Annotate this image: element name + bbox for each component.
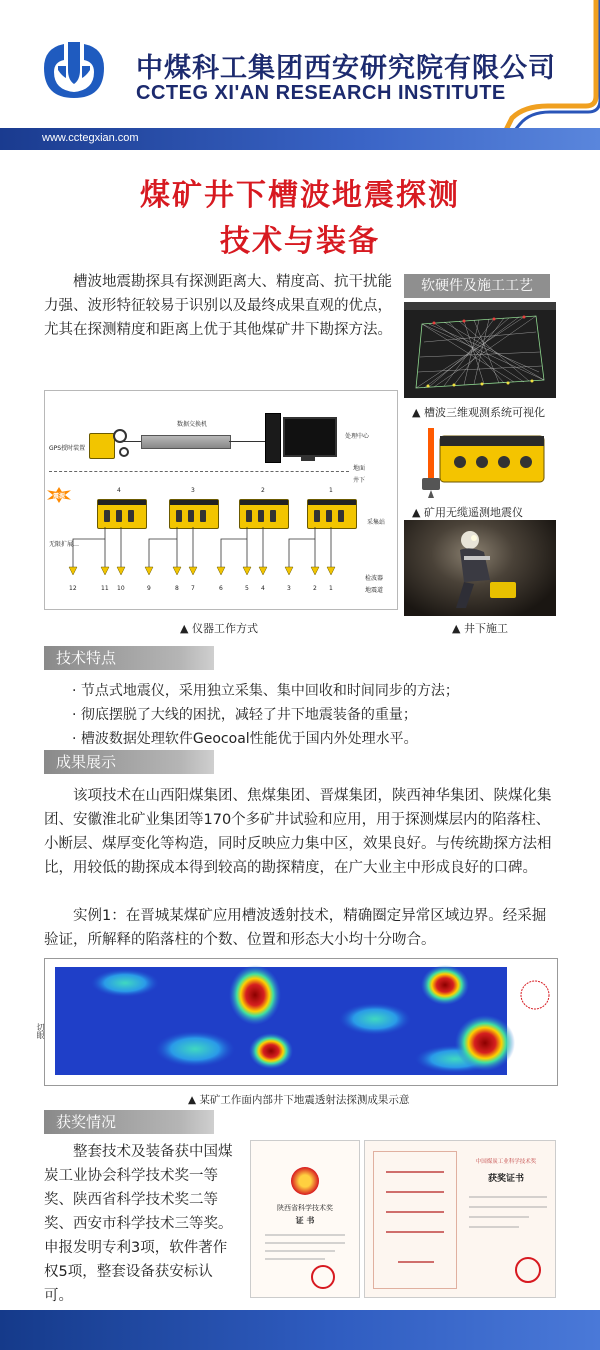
channel-6: 6 (219, 585, 223, 592)
station-node-4 (97, 499, 147, 529)
certificate-coal-industry (364, 1140, 556, 1298)
cert1-subtitle: 证 书 (295, 1216, 315, 1225)
caption-instrument-diagram: ▲ 仪器工作方式 (180, 622, 258, 635)
results-paragraph-1: 该项技术在山西阳煤集团、焦煤集团、晋煤集团，陕西神华集团、陕煤化集团、安徽淮北矿业集团等170个多矿井试验和应用，用于探测煤层内的陷落柱、小断层、煤厚变化等构造，同时反映应力集中区，效果良好。与传统勘探方法相比，用较低的勘探成本得到较高的勘探精度，在广大业主中形成良好的口碑。 (44, 788, 552, 876)
station-number-2: 2 (261, 487, 265, 494)
feature-item-1: · 节点式地震仪，采用独立采集、集中回收和时间同步的方法； (72, 683, 459, 699)
awards-section-label: 获奖情况 (44, 1110, 214, 1134)
company-name-en: CCTEG XI'AN RESEARCH INSTITUTE (136, 82, 506, 104)
cert2-left-text (374, 1152, 456, 1288)
underground-construction-photo (404, 520, 556, 616)
cert2-header: 中国煤炭工业科学技术奖 (475, 1159, 537, 1165)
ground-line (49, 471, 349, 473)
expand-label: 无限扩展… (49, 541, 80, 548)
channel-5: 5 (245, 585, 249, 592)
center-label: 处理中心 (345, 433, 370, 440)
cert2-seal-icon (515, 1257, 541, 1283)
monitor-stand (301, 455, 315, 461)
results-section-label: 成果展示 (44, 750, 214, 774)
miner-figure (404, 520, 556, 616)
detection-result-map (36, 958, 558, 1086)
station-node-3 (169, 499, 219, 529)
seismograph-device-graphic (408, 420, 554, 500)
cert2-title: 获奖证书 (487, 1174, 524, 1184)
channel-9: 9 (147, 585, 151, 592)
station-number-4: 4 (117, 487, 121, 494)
cert1-title: 陕西省科学技术奖 (277, 1204, 333, 1212)
station-number-3: 3 (191, 487, 195, 494)
wireless-seismograph-image (408, 420, 554, 500)
station-node-1 (307, 499, 357, 529)
channel-1: 1 (329, 585, 333, 592)
station-node-2 (239, 499, 289, 529)
feature-item-2: · 彻底摆脱了大线的困扰，减轻了井下地震装备的重量； (72, 707, 417, 723)
map-side-label: 切眼 (36, 1023, 45, 1039)
cert1-seal-icon (311, 1265, 335, 1289)
channel-4: 4 (261, 585, 265, 592)
geophone-label: 检波器 (365, 575, 384, 582)
cert2-text-lines (469, 1191, 547, 1251)
geophone-row (45, 565, 397, 579)
cert-emblem-icon (291, 1167, 319, 1195)
intro-paragraph: 槽波地震勘探具有探测距离大、精度高、抗干扰能力强、波形特征较易于识别以及最终成果直观的优点，尤其在探测精度和距离上优于其他煤矿井下勘探方法。 (44, 274, 392, 338)
channel-2: 2 (313, 585, 317, 592)
server-tower-icon (265, 413, 281, 463)
caption-wireless-seismograph: ▲ 矿用无缆遥测地震仪 (412, 506, 523, 519)
caption-detection-map: ▲ 某矿工作面内部井下地震透射法探测成果示意 (188, 1094, 410, 1106)
channel-7: 7 (191, 585, 195, 592)
source-label: 震源 (53, 493, 66, 500)
channel-11: 11 (101, 585, 109, 592)
shaft-label: 井下 (353, 477, 366, 484)
results-paragraph-2: 实例1：在晋城某煤矿应用槽波透射技术，精确圈定异常区域边界。经采掘验证，所解释的陷落柱的个数、位置和形态大小均十分吻合。 (44, 908, 547, 948)
network-switch-icon (141, 435, 231, 449)
caption-underground-construction: ▲ 井下施工 (452, 622, 508, 635)
page-title-line2: 技术与装备 (220, 224, 380, 259)
channel-8: 8 (175, 585, 179, 592)
station-label: 采集站 (367, 519, 386, 526)
channel-10: 10 (117, 585, 125, 592)
observation-3d-graphic (404, 302, 556, 398)
features-section-label: 技术特点 (44, 646, 214, 670)
cert2-left-panel (373, 1151, 457, 1289)
channel-3: 3 (287, 585, 291, 592)
gps-device-icon (89, 433, 115, 459)
page-title-line1: 煤矿井下槽波地震探测 (140, 178, 460, 213)
cable-switch-computer (229, 441, 265, 442)
awards-paragraph: 整套技术及装备获中国煤炭工业协会科学技术奖一等奖、陕西省科学技术奖二等奖、西安市科学技术三等奖。申报发明专利3项，软件著作权5项，整套设备获安标认可。 (44, 1144, 233, 1304)
gps-label: GPS授时装置 (49, 445, 86, 452)
cert1-text-lines (265, 1231, 345, 1271)
company-name-cn: 中煤科工集团西安研究院有限公司 (136, 53, 556, 84)
monitor-icon (283, 417, 337, 457)
station-number-1: 1 (329, 487, 333, 494)
seismic-anomaly-graphic (45, 959, 557, 1085)
channel-12: 12 (69, 585, 77, 592)
gps-antenna-icon (119, 447, 129, 457)
observation-3d-image (404, 302, 556, 398)
cable-gps-switch (123, 441, 141, 442)
footer-bar (0, 1310, 600, 1350)
feature-item-3: · 槽波数据处理软件Geocoal性能优于国内外处理水平。 (72, 731, 418, 747)
seismic-line-label: 地震道 (365, 587, 384, 594)
website-url[interactable]: www.cctegxian.com (42, 132, 139, 144)
ground-label: 地面 (353, 465, 366, 472)
caption-3d-visualization: ▲ 槽波三维观测系统可视化 (412, 406, 545, 419)
company-logo (42, 40, 106, 100)
certificate-shaanxi (250, 1140, 360, 1298)
switch-label: 数据交换机 (177, 421, 208, 428)
software-section-label: 软硬件及施工工艺 (404, 274, 550, 298)
instrument-diagram (44, 390, 398, 610)
